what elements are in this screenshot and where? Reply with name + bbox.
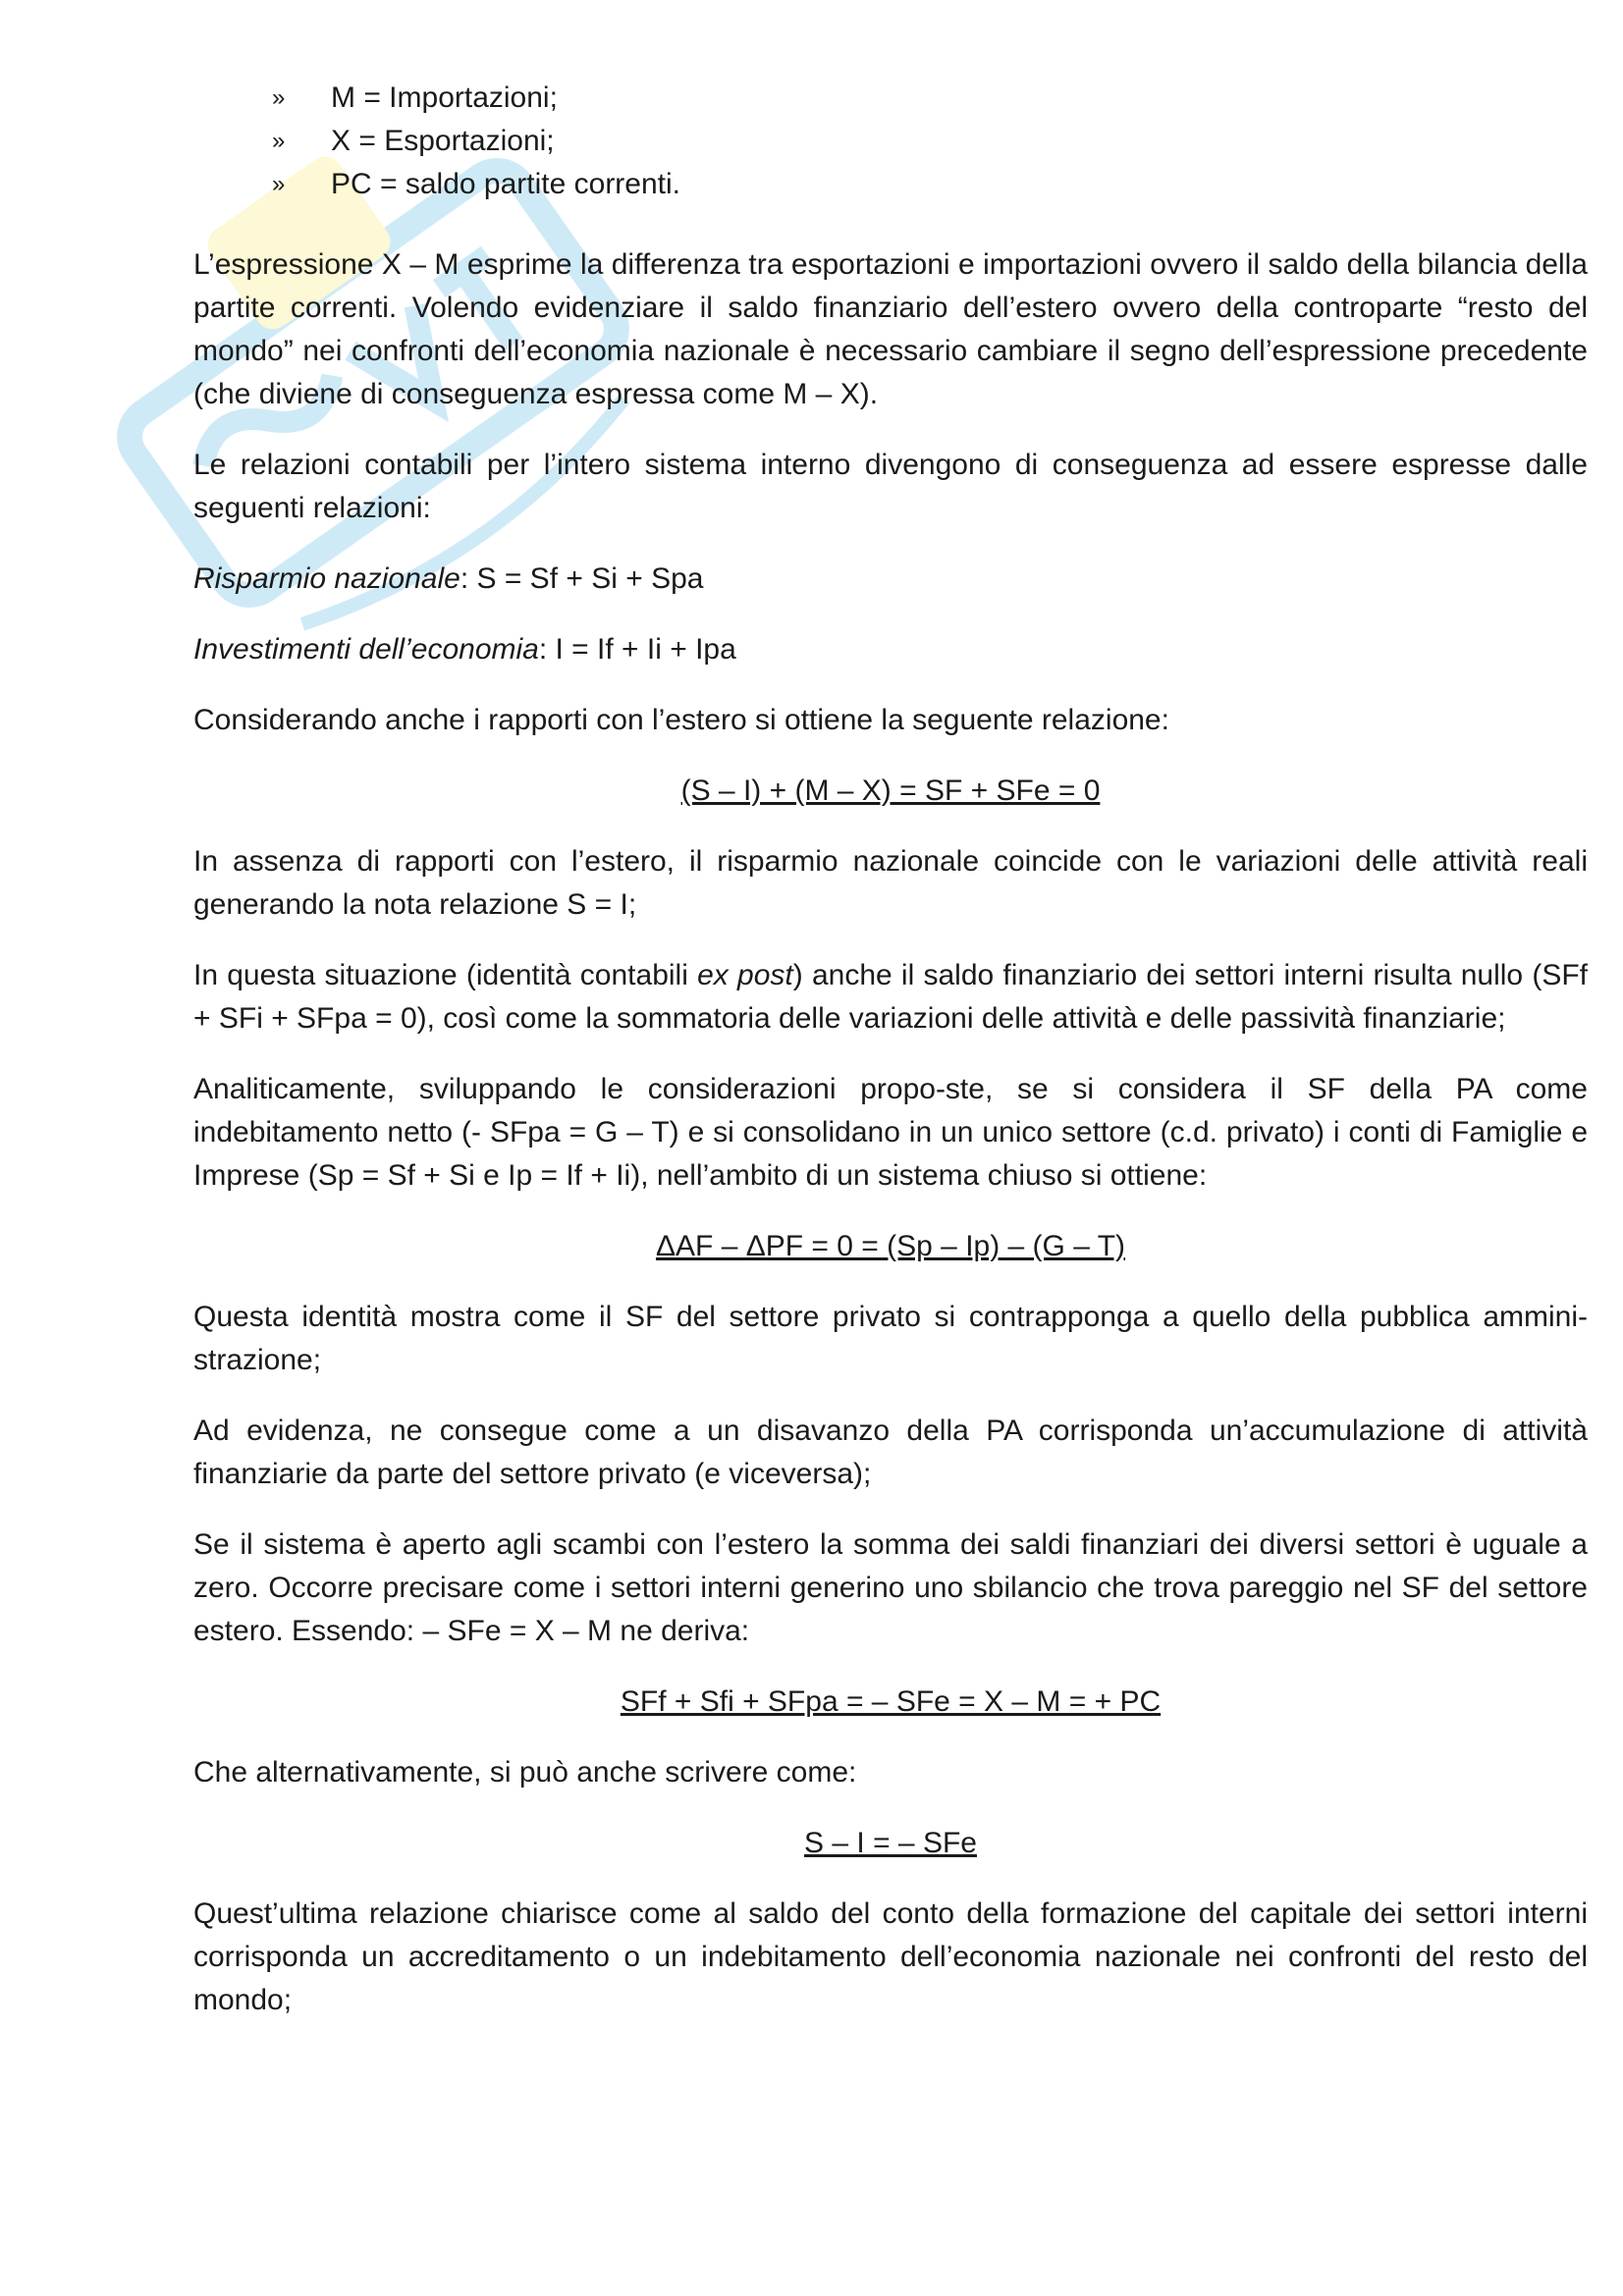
paragraph: Che alternativamente, si può anche scrivere come: (193, 1756, 857, 1789)
bullet-marker: » (272, 171, 286, 197)
savings-label: Risparmio nazionale (193, 562, 460, 595)
paragraph: Le relazioni contabili per l’intero sistema interno divengono di conseguenza ad essere espresse dalle seguenti relazioni: (193, 449, 1588, 524)
paragraph: Ad evidenza, ne consegue come a un disavanzo della PA corrisponda un’accumulazione di attività finanziarie da parte del settore privato (e viceversa); (193, 1415, 1588, 1490)
paragraph: Considerando anche i rapporti con l’estero si ottiene la seguente relazione: (193, 704, 1169, 736)
savings-formula: : S = Sf + Si + Spa (460, 562, 704, 595)
paragraph: Analiticamente, sviluppando le considerazioni propo-ste, se si considera il SF della PA come indebitamento netto (- SFpa = G – T) e si consolidano in un unico settore (c.d. privato) i conti di Famiglie e Imprese (Sp = Sf + Si e Ip = If + Ii), nell’ambito di un sistema chiuso si ottiene: (193, 1073, 1588, 1192)
equation: ΔAF – ΔPF = 0 = (Sp – Ip) – (G – T) (655, 1230, 1126, 1262)
list-item (272, 120, 1588, 163)
investments-label: Investimenti dell’economia (193, 633, 539, 666)
bullet-marker: » (272, 128, 286, 154)
savings-definition (193, 558, 1588, 601)
equation: SFf + Sfi + SFpa = – SFe = X – M = + PC (620, 1685, 1162, 1718)
bullet-marker: » (272, 84, 286, 111)
paragraph-text: ) anche il saldo finanziario dei settori interni risulta nullo (SFf + SFi + SFpa = 0), così come la sommatoria delle variazioni delle attività e delle passività finanziarie; (193, 959, 1588, 1035)
paragraph: Questa identità mostra come il SF del settore privato si contrapponga a quello della pubblica ammini-strazione; (193, 1301, 1588, 1376)
paragraph-text: In questa situazione (identità contabili (193, 959, 698, 991)
investments-formula: : I = If + Ii + Ipa (538, 633, 736, 666)
list-item (272, 77, 1588, 120)
paragraph: L’espressione X – M esprime la differenza tra esportazioni e importazioni ovvero il saldo della bilancia della partite correnti. Volendo evidenziare il saldo finanziario dell’estero ovvero della controparte “resto del mondo” nei confronti dell’economia nazionale è necessario cambiare il segno dell’espressione precedente (che diviene di conseguenza espressa come M – X). (193, 248, 1588, 410)
document-body (193, 77, 1588, 2050)
list-item-text: M = Importazioni; (331, 81, 558, 114)
paragraph-emphasis: ex post (697, 959, 793, 991)
definitions-list (193, 77, 1588, 206)
equation: S – I = – SFe (804, 1827, 977, 1859)
list-item (272, 163, 1588, 206)
investments-definition (193, 628, 1588, 671)
paragraph (193, 954, 1588, 1041)
paragraph: Quest’ultima relazione chiarisce come al saldo del conto della formazione del capitale dei settori interni corrisponda un accreditamento o un indebitamento dell’economia nazionale nei confronti del resto del mondo; (193, 1897, 1588, 2016)
equation: (S – I) + (M – X) = SF + SFe = 0 (680, 774, 1101, 807)
paragraph: Se il sistema è aperto agli scambi con l’estero la somma dei saldi finanziari dei diversi settori è uguale a zero. Occorre precisare come i settori interni generino uno sbilancio che trova pareggio nel SF del settore estero. Essendo: – SFe = X – M ne deriva: (193, 1528, 1588, 1647)
paragraph: In assenza di rapporti con l’estero, il risparmio nazionale coincide con le variazioni delle attività reali generando la nota relazione S = I; (193, 845, 1588, 921)
list-item-text: PC = saldo partite correnti. (331, 168, 681, 200)
list-item-text: X = Esportazioni; (331, 125, 555, 157)
